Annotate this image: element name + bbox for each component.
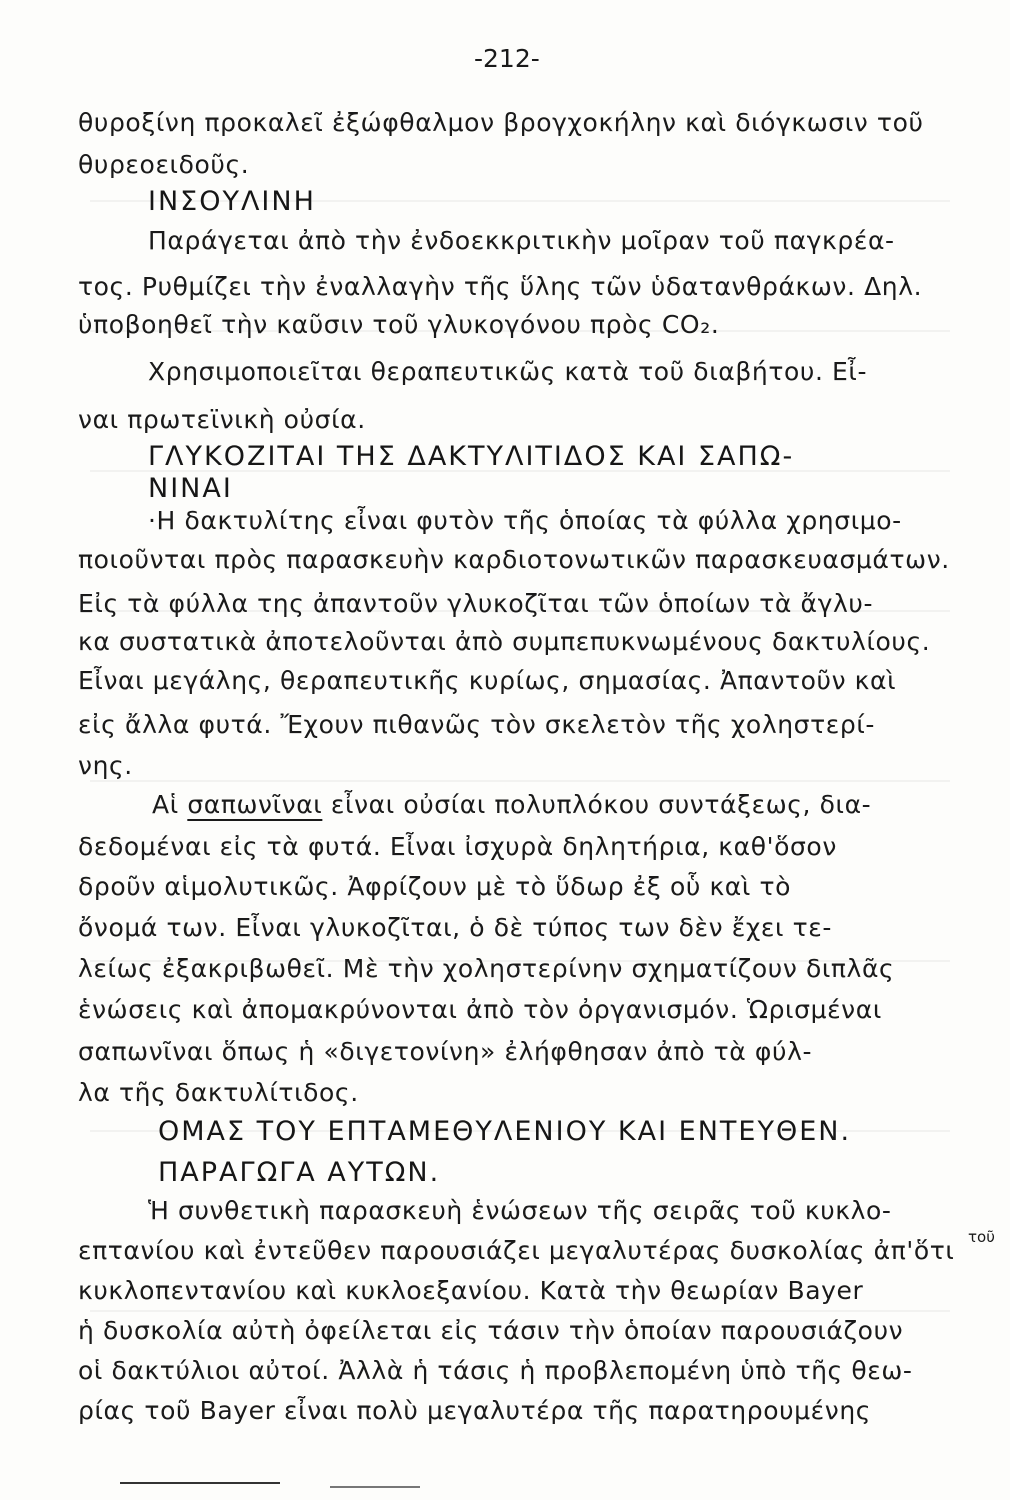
section-heading: ΙΝΣΟΥΛΙΝΗ [148, 186, 316, 217]
text-line: Χρησιμοποιεῖται θεραπευτικῶς κατὰ τοῦ διαβήτου. Εἶ- [148, 357, 868, 386]
saponins-rest: εἶναι οὐσίαι πολυπλόκου συντάξεως, δια- [330, 790, 872, 819]
text-line: επτανίου καὶ ἐντεῦθεν παρουσιάζει μεγαλυτέρας δυσκολίας ἀπ'ὅτι [78, 1236, 955, 1265]
saponins-prefix: Αἱ [152, 790, 179, 819]
bleed-through-line [90, 1310, 950, 1312]
section-heading: ΝΙΝΑΙ [148, 473, 233, 504]
text-line: λείως ἐξακριβωθεῖ. Μὲ τὴν χοληστερίνην σχηματίζουν διπλᾶς [78, 954, 895, 983]
text-line: ρίας τοῦ Bayer εἶναι πολὺ μεγαλυτέρα τῆς παρατηρουμένης [78, 1396, 872, 1425]
section-heading: ΓΛΥΚΟΖΙΤΑΙ ΤΗΣ ΔΑΚΤΥΛΙΤΙΔΟΣ ΚΑΙ ΣΑΠΩ- [148, 441, 795, 472]
text-line: Εἰς τὰ φύλλα της ἀπαντοῦν γλυκοζῖται τῶν ὁποίων τὰ ἄγλυ- [78, 589, 874, 618]
text-line: κα συστατικὰ ἀποτελοῦνται ἀπὸ συμπεπυκνωμένους δακτυλίους. [78, 627, 931, 656]
text-line: σαπωνῖναι ὅπως ἡ «διγετονίνη» ἐλήφθησαν ἀπὸ τὰ φύλ- [78, 1037, 813, 1066]
page-number: -212- [474, 44, 540, 73]
text-line: θυροξίνη προκαλεῖ ἐξώφθαλμον βρογχοκήλην καὶ διόγκωσιν τοῦ [78, 108, 924, 137]
text-line: τος. Ρυθμίζει τὴν ἐναλλαγὴν τῆς ὕλης τῶν ὑδατανθράκων. Δηλ. [78, 272, 923, 301]
saponins-term: σαπωνῖναι [187, 790, 323, 819]
text-line: Παράγεται ἀπὸ τὴν ἐνδοεκκριτικὴν μοῖραν τοῦ παγκρέα- [148, 226, 895, 255]
scan-mark [330, 1486, 420, 1488]
text-line: ἡ δυσκολία αὐτὴ ὀφείλεται εἰς τάσιν τὴν ὁποίαν παρουσιάζουν [78, 1316, 904, 1345]
text-line: δροῦν αἱμολυτικῶς. Ἀφρίζουν μὲ τὸ ὕδωρ ἐξ οὗ καὶ τὸ [78, 872, 792, 901]
text-line: ποιοῦνται πρὸς παρασκευὴν καρδιοτονωτικῶν παρασκευασμάτων. [78, 545, 950, 574]
section-heading: ΟΜΑΣ ΤΟΥ ΕΠΤΑΜΕΘΥΛΕΝΙΟΥ ΚΑΙ ΕΝΤΕΥΘΕΝ. [158, 1116, 852, 1147]
text-line: ·Η δακτυλίτης εἶναι φυτὸν τῆς ὁποίας τὰ φύλλα χρησιμο- [148, 506, 902, 535]
text-line: ἑνώσεις καὶ ἀπομακρύνονται ἀπὸ τὸν ὀργανισμόν. Ὡρισμέναι [78, 995, 882, 1024]
text-line: Εἶναι μεγάλης, θεραπευτικῆς κυρίως, σημασίας. Ἀπαντοῦν καὶ [78, 666, 897, 695]
text-line: κυκλοπεντανίου καὶ κυκλοεξανίου. Κατὰ τὴν θεωρίαν Bayer [78, 1276, 864, 1305]
text-line: ναι πρωτεϊνικὴ οὐσία. [78, 405, 366, 434]
text-line: δεδομέναι εἰς τὰ φυτά. Εἶναι ἰσχυρὰ δηλητήρια, καθ'ὅσον [78, 832, 837, 861]
text-line: νης. [78, 751, 133, 780]
text-line: λα τῆς δακτυλίτιδος. [78, 1078, 359, 1107]
text-line: εἰς ἄλλα φυτά. Ἔχουν πιθανῶς τὸν σκελετὸν τῆς χοληστερί- [78, 710, 876, 739]
scan-mark [120, 1482, 280, 1484]
section-heading: ΠΑΡΑΓΩΓΑ ΑΥΤΩΝ. [158, 1157, 441, 1188]
text-line: ὄνομά των. Εἶναι γλυκοζῖται, ὁ δὲ τύπος των δὲν ἔχει τε- [78, 913, 833, 942]
bleed-through-line [90, 780, 950, 782]
margin-note: τοῦ [968, 1228, 995, 1246]
saponins-line [152, 790, 871, 819]
text-line: Ἡ συνθετικὴ παρασκευὴ ἑνώσεων τῆς σειρᾶς τοῦ κυκλο- [148, 1196, 892, 1225]
text-line: οἱ δακτύλιοι αὐτοί. Ἀλλὰ ἡ τάσις ἡ προβλεπομένη ὑπὸ τῆς θεω- [78, 1356, 913, 1385]
text-line: ὑποβοηθεῖ τὴν καῦσιν τοῦ γλυκογόνου πρὸς CO₂. [78, 310, 720, 339]
text-line: θυρεοειδοῦς. [78, 150, 250, 179]
